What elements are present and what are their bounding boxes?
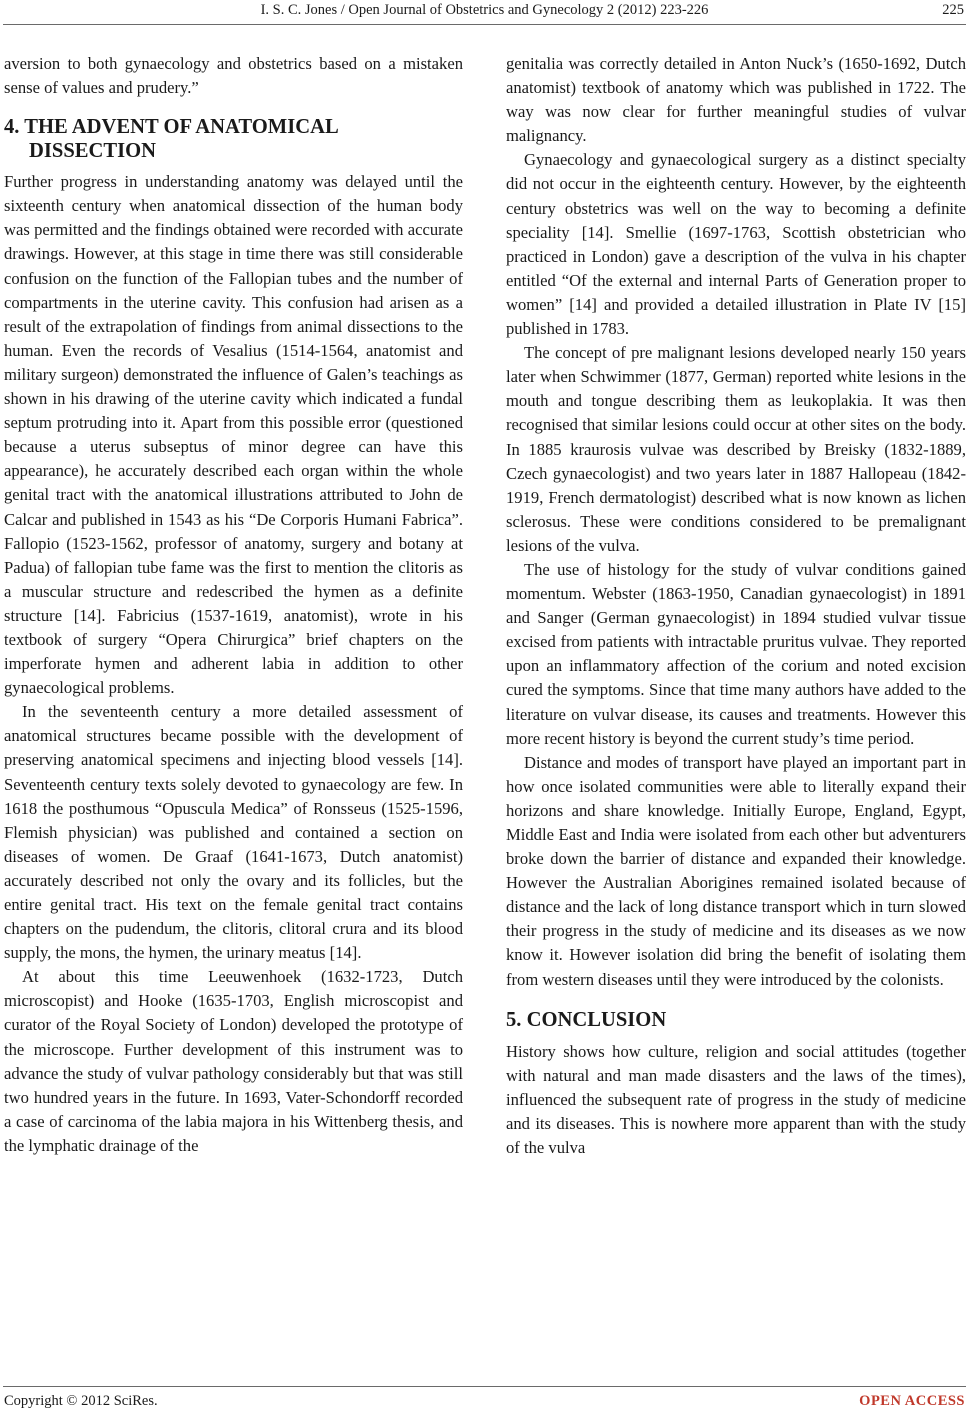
page-number: 225 [942,2,964,18]
paragraph-continuation: genitalia was correctly detailed in Anton Nuck’s (1650-1692, Dutch anatomist) textbook of anatomy which was published in 1722. The way was now clear for further meaningful studies of vulvar malignancy. [506,54,966,146]
header-rule [3,24,966,25]
section-heading-5: 5. CONCLUSION [506,1008,667,1031]
paragraph-eighteenth-century: Gynaecology and gynaecological surgery as a distinct specialty did not occur in the eighteenth century. However, by the eighteenth century obstetrics was well on the way to becoming a definite speciality [14]. Smellie (1697-1763, Scottish obstetrician who practiced in London) gave a description of the vulva in his chapter entitled “Of the external and internal Parts of Generation proper to women” [14] and provided a detailed illustration in Plate IV [15] published in 1783. [506,150,966,339]
running-header [0,0,969,24]
right-column [506,52,966,1160]
paragraph-opening: aversion to both gynaecology and obstetrics based on a mistaken sense of values and prudery.” [4,54,463,98]
paragraph-seventeenth-century: In the seventeenth century a more detailed assessment of anatomical structures became possible with the development of preserving anatomical specimens and injecting blood vessels [14]. Seventeenth century texts solely devoted to gynaecology are few. In 1618 the posthumous “Opuscula Medica” of Ronsseus (1525-1596, Flemish physician) was published and contained a section on diseases of women. De Graaf (1641-1673, Dutch anatomist) accurately described not only the ovary and its follicles, but the entire genital tract. His text on the female genital tract contains chapters on the pudendum, the clitoris, clitoral crura and its blood supply, the mons, the hymen, the urinary meatus [14]. [4,702,463,963]
open-access-label: OPEN ACCESS [859,1393,965,1409]
section-heading-4: 4. THE ADVENT OF ANATOMICAL DISSECTION [4,116,338,163]
paragraph-leeuwenhoek: At about this time Leeuwenhoek (1632-1723, Dutch microscopist) and Hooke (1635-1703, English microscopist and curator of the Royal Society of London) developed the prototype of the microscope. Further development of this instrument was to advance the study of vulvar pathology considerably but that was still two hundred years in the future. In 1693, Vater-Schondorff recorded a case of carcinoma of the labia majora in his Wittenberg thesis, and the lymphatic drainage of the [4,967,463,1155]
left-column [4,52,463,1158]
paragraph-histology: The use of histology for the study of vulvar conditions gained momentum. Webster (1863-1950, Canadian gynaecologist) in 1891 and Sanger (German gynaecologist) in 1894 studied vulvar tissue excised from patients with intractable pruritus vulvae. They reported upon an inflammatory affection of the corium and noted excision cured the symptoms. Since that time many authors have added to the literature on vulvar disease, its causes and treatments. However this more recent history is beyond the current study’s time period. [506,559,966,748]
running-title: I. S. C. Jones / Open Journal of Obstetrics and Gynecology 2 (2012) 223-226 [260,2,709,18]
copyright-notice: Copyright © 2012 SciRes. [4,1393,158,1409]
paragraph-premalignant: The concept of pre malignant lesions developed nearly 150 years later when Schwimmer (1877, German) reported white lesions in the mouth and tongue describing them as leukoplakia. It was then recognised that similar lesions could occur at other sites on the body. In 1885 kraurosis vulvae was described by Breisky (1832-1889, Czech gynaecologist) and two years later in 1887 Hallopeau (1842-1919, French dermatologist) described what is now known as lichen sclerosus. These were conditions considered to be premalignant lesions of the vulva. [506,343,966,555]
paragraph-dissection: Further progress in understanding anatomy was delayed until the sixteenth century when anatomical dissection of the human body was permitted and the findings obtained were recorded with accurate drawings. However, at this stage in time there was still considerable confusion on the function of the Fallopian tubes and the number of compartments in the uterine cavity. This confusion had arisen as a result of the extrapolation of findings from animal dissections to the human. Even the records of Vesalius (1514-1564, anatomist and military surgeon) demonstrated the influence of Galen’s teachings as shown in his drawing of the uterine cavity which indicated a fundal septum protruding into it. Apart from this possible error (questioned because a uterus subseptus of minor degree can have this appearance), he accurately described each organ within the whole genital tract with the anatomical illustrations attributed to John de Calcar and published in 1543 as his “De Corporis Humani Fabrica”. Fallopio (1523-1562, professor of anatomy, surgery and botany at Padua) of fallopian tube fame was the first to mention the clitoris as a muscular structure and redescribed the hymen as a definite structure [14]. Fabricius (1537-1619, anatomist), wrote in his textbook of surgery “Opera Chirurgica” brief chapters on the imperforate hymen and adherent labia in addition to other gynaecological problems. [4,172,463,698]
footer-rule [3,1386,966,1387]
paragraph-distance: Distance and modes of transport have played an important part in how once isolated communities were able to literally expand their horizons and share knowledge. Initially Europe, England, Egypt, Middle East and India were isolated from each other but adventurers broke down the barrier of distance and expanded their knowledge. However the Australian Aborigines remained isolated because of distance and the lack of long distance transport which in turn slowed their progress in the study of medicine and its diseases as we now know it. However isolation did bring the benefit of isolating them from western diseases until they were introduced by the colonists. [506,752,966,989]
paragraph-conclusion: History shows how culture, religion and social attitudes (together with natural and man made disasters and the laws of the times), influenced the subsequent rate of progress in the study of medicine and its diseases. This is nowhere more apparent than with the study of the vulva [506,1041,966,1158]
